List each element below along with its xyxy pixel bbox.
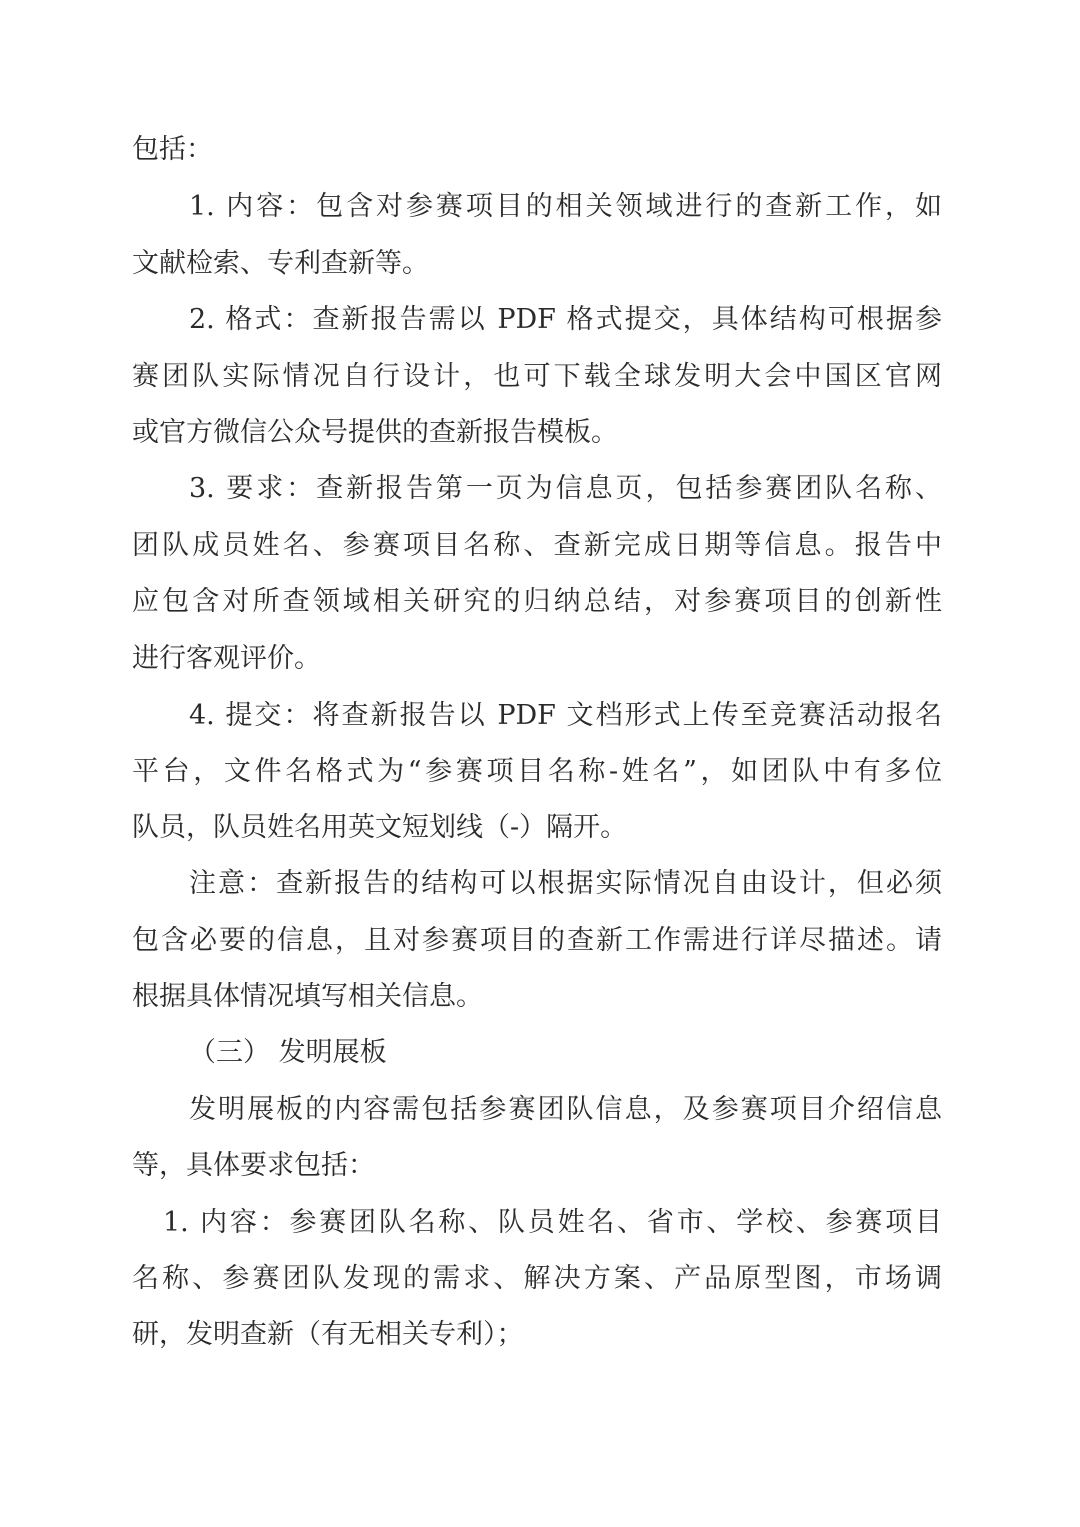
text-line: 或官方微信公众号提供的查新报告模板。 [132,417,618,448]
text-line: 进行客观评价。 [132,643,321,674]
text-line: 应包含对所查领域相关研究的归纳总结，对参赛项目的创新性 [132,586,942,617]
text-line: 2. 格式：查新报告需以 PDF 格式提交，具体结构可根据参 [189,304,942,335]
text-line: 名称、参赛团队发现的需求、解决方案、产品原型图，市场调 [132,1263,942,1294]
text-line: 1. 内容：包含对参赛项目的相关领域进行的查新工作，如 [189,191,942,222]
text-line: 文献检索、专利查新等。 [132,248,429,279]
text-line: 发明展板的内容需包括参赛团队信息，及参赛项目介绍信息 [189,1094,942,1125]
text-line: 注意：查新报告的结构可以根据实际情况自由设计，但必须 [189,868,942,899]
text-line: 4. 提交：将查新报告以 PDF 文档形式上传至竞赛活动报名 [189,700,942,731]
text-line: 团队成员姓名、参赛项目名称、查新完成日期等信息。报告中 [132,530,942,561]
text-line: 队员，队员姓名用英文短划线（-）隔开。 [132,812,628,843]
section-heading: （三） 发明展板 [189,1037,387,1068]
text-line: 平台，文件名格式为“参赛项目名称-姓名”，如团队中有多位 [132,756,942,787]
text-line: 包含必要的信息，且对参赛项目的查新工作需进行详尽描述。请 [132,925,942,956]
text-line: 包括： [132,134,213,165]
text-line: 3. 要求：查新报告第一页为信息页，包括参赛团队名称、 [189,473,942,504]
text-line: 等，具体要求包括： [132,1150,375,1181]
text-line: 赛团队实际情况自行设计，也可下载全球发明大会中国区官网 [132,361,942,392]
text-line: 根据具体情况填写相关信息。 [132,981,483,1012]
text-line: 1. 内容：参赛团队名称、队员姓名、省市、学校、参赛项目 [163,1207,942,1238]
text-line: 研，发明查新（有无相关专利）； [132,1319,524,1350]
